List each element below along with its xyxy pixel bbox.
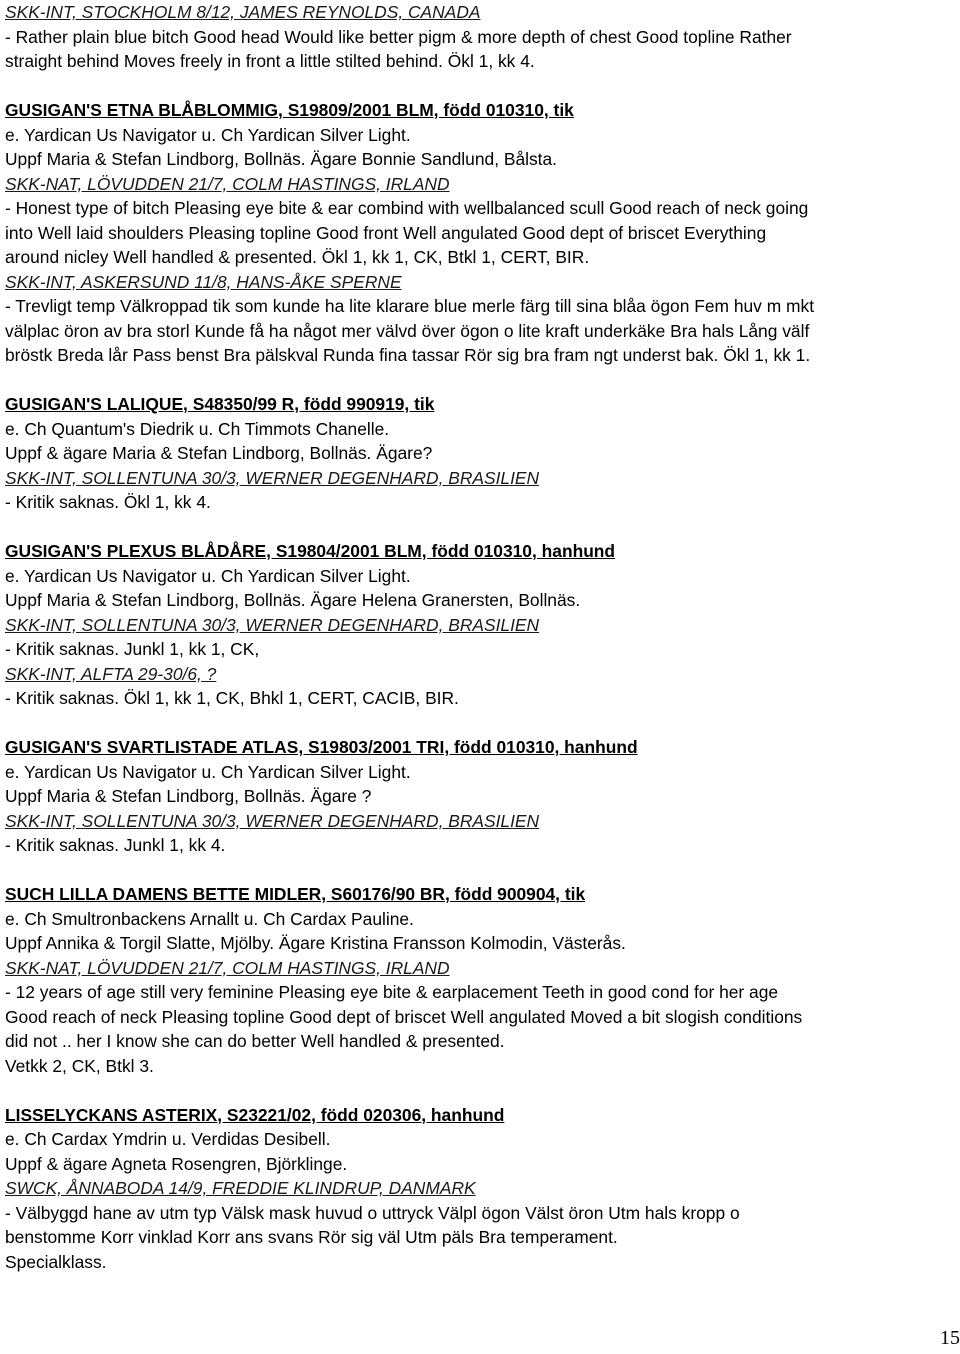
text-line: did not .. her I know she can do better Well handled & presented. [5,1031,505,1051]
paragraph-spacer [5,858,955,883]
text-line: e. Ch Smultronbackens Arnallt u. Ch Cardax Pauline. [5,908,414,929]
show-heading: SKK-INT, SOLLENTUNA 30/3, WERNER DEGENHARD, BRASILIEN [5,614,540,635]
text-line: Specialklass. [5,1251,107,1272]
show-heading: SKK-INT, STOCKHOLM 8/12, JAMES REYNOLDS, CANADA [5,2,481,22]
text-line: e. Yardican Us Navigator u. Ch Yardican Silver Light. [5,124,411,145]
text-line: e. Ch Quantum's Diedrik u. Ch Timmots Chanelle. [5,418,390,439]
paragraph-spacer [5,711,955,736]
dog-entry-title: LISSELYCKANS ASTERIX, S23221/02, född 020306, hanhund [5,1104,505,1125]
show-heading: SKK-INT, SOLLENTUNA 30/3, WERNER DEGENHARD, BRASILIEN [5,810,540,831]
text-line: bröstk Breda lår Pass benst Bra pälskval Runda fina tassar Rör sig bra fram ngt underst bak. Ökl 1, kk 1. [5,345,811,365]
text-line: Uppf & ägare Maria & Stefan Lindborg, Bollnäs. Ägare? [5,443,433,463]
show-heading: SKK-NAT, LÖVUDDEN 21/7, COLM HASTINGS, IRLAND [5,173,450,194]
text-line: välplac öron av bra storl Kunde få ha något mer välvd över ögon o lite kraft underkäke Bra hals Lång välf [5,320,810,341]
text-line: - Välbyggd hane av utm typ Välsk mask huvud o uttryck Välpl ögon Välst öron Utm hals kropp o [5,1202,740,1223]
paragraph-spacer [5,368,955,393]
dog-entry-title: GUSIGAN'S LALIQUE, S48350/99 R, född 990919, tik [5,394,435,414]
text-line: Vetkk 2, CK, Btkl 3. [5,1055,154,1076]
text-line: e. Yardican Us Navigator u. Ch Yardican Silver Light. [5,565,411,586]
dog-entry-title: SUCH LILLA DAMENS BETTE MIDLER, S60176/90 BR, född 900904, tik [5,884,586,904]
dog-entry-title: GUSIGAN'S SVARTLISTADE ATLAS, S19803/2001 TRI, född 010310, hanhund [5,737,638,757]
paragraph-spacer [5,1078,955,1103]
text-line: e. Yardican Us Navigator u. Ch Yardican Silver Light. [5,761,411,782]
text-line: - Kritik saknas. Ökl 1, kk 4. [5,492,211,512]
text-line: Uppf Annika & Torgil Slatte, Mjölby. Ägare Kristina Fransson Kolmodin, Västerås. [5,933,626,953]
text-line: - 12 years of age still very feminine Pleasing eye bite & earplacement Teeth in good cond for her age [5,982,779,1002]
show-heading: SWCK, ÅNNABODA 14/9, FREDDIE KLINDRUP, DANMARK [5,1178,476,1198]
text-line: - Trevligt temp Välkroppad tik som kunde ha lite klarare blue merle färg till sina blåa ögon Fem huv m mkt [5,296,815,316]
text-line: e. Ch Cardax Ymdrin u. Verdidas Desibell. [5,1129,331,1149]
text-line: straight behind Moves freely in front a little stilted behind. Ökl 1, kk 4. [5,51,535,71]
text-line: benstomme Korr vinklad Korr ans svans Rör sig väl Utm päls Bra temperament. [5,1227,618,1247]
show-heading: SKK-INT, SOLLENTUNA 30/3, WERNER DEGENHARD, BRASILIEN [5,467,540,488]
text-line: - Honest type of bitch Pleasing eye bite & ear combind with wellbalanced scull Good reach of neck going [5,198,809,218]
page-number: 15 [940,1327,960,1349]
dog-entry-title: GUSIGAN'S ETNA BLÅBLOMMIG, S19809/2001 BLM, född 010310, tik [5,100,574,120]
text-line: - Rather plain blue bitch Good head Would like better pigm & more depth of chest Good topline Rather [5,26,792,47]
text-line: Uppf & ägare Agneta Rosengren, Björklinge. [5,1153,348,1174]
show-heading: SKK-NAT, LÖVUDDEN 21/7, COLM HASTINGS, IRLAND [5,957,450,978]
text-line: Uppf Maria & Stefan Lindborg, Bollnäs. Ägare Bonnie Sandlund, Bålsta. [5,149,558,169]
text-line: around nicley Well handled & presented. Ökl 1, kk 1, CK, Btkl 1, CERT, BIR. [5,247,590,267]
show-heading: SKK-INT, ASKERSUND 11/8, HANS-ÅKE SPERNE [5,271,402,292]
text-line: Uppf Maria & Stefan Lindborg, Bollnäs. Ägare ? [5,786,372,806]
document-body [5,0,955,1274]
text-line: into Well laid shoulders Pleasing topline Good front Well angulated Good dept of briscet Everything [5,222,767,243]
paragraph-spacer [5,515,955,540]
paragraph-spacer [5,74,955,99]
text-line: Good reach of neck Pleasing topline Good dept of briscet Well angulated Moved a bit slogish conditions [5,1006,803,1027]
text-line: - Kritik saknas. Junkl 1, kk 4. [5,835,226,855]
text-line: - Kritik saknas. Ökl 1, kk 1, CK, Bhkl 1, CERT, CACIB, BIR. [5,688,459,708]
dog-entry-title: GUSIGAN'S PLEXUS BLÅDÅRE, S19804/2001 BLM, född 010310, hanhund [5,541,616,561]
text-line: Uppf Maria & Stefan Lindborg, Bollnäs. Ägare Helena Granersten, Bollnäs. [5,590,581,610]
text-line: - Kritik saknas. Junkl 1, kk 1, CK, [5,639,260,659]
show-heading: SKK-INT, ALFTA 29-30/6, ? [5,663,217,684]
